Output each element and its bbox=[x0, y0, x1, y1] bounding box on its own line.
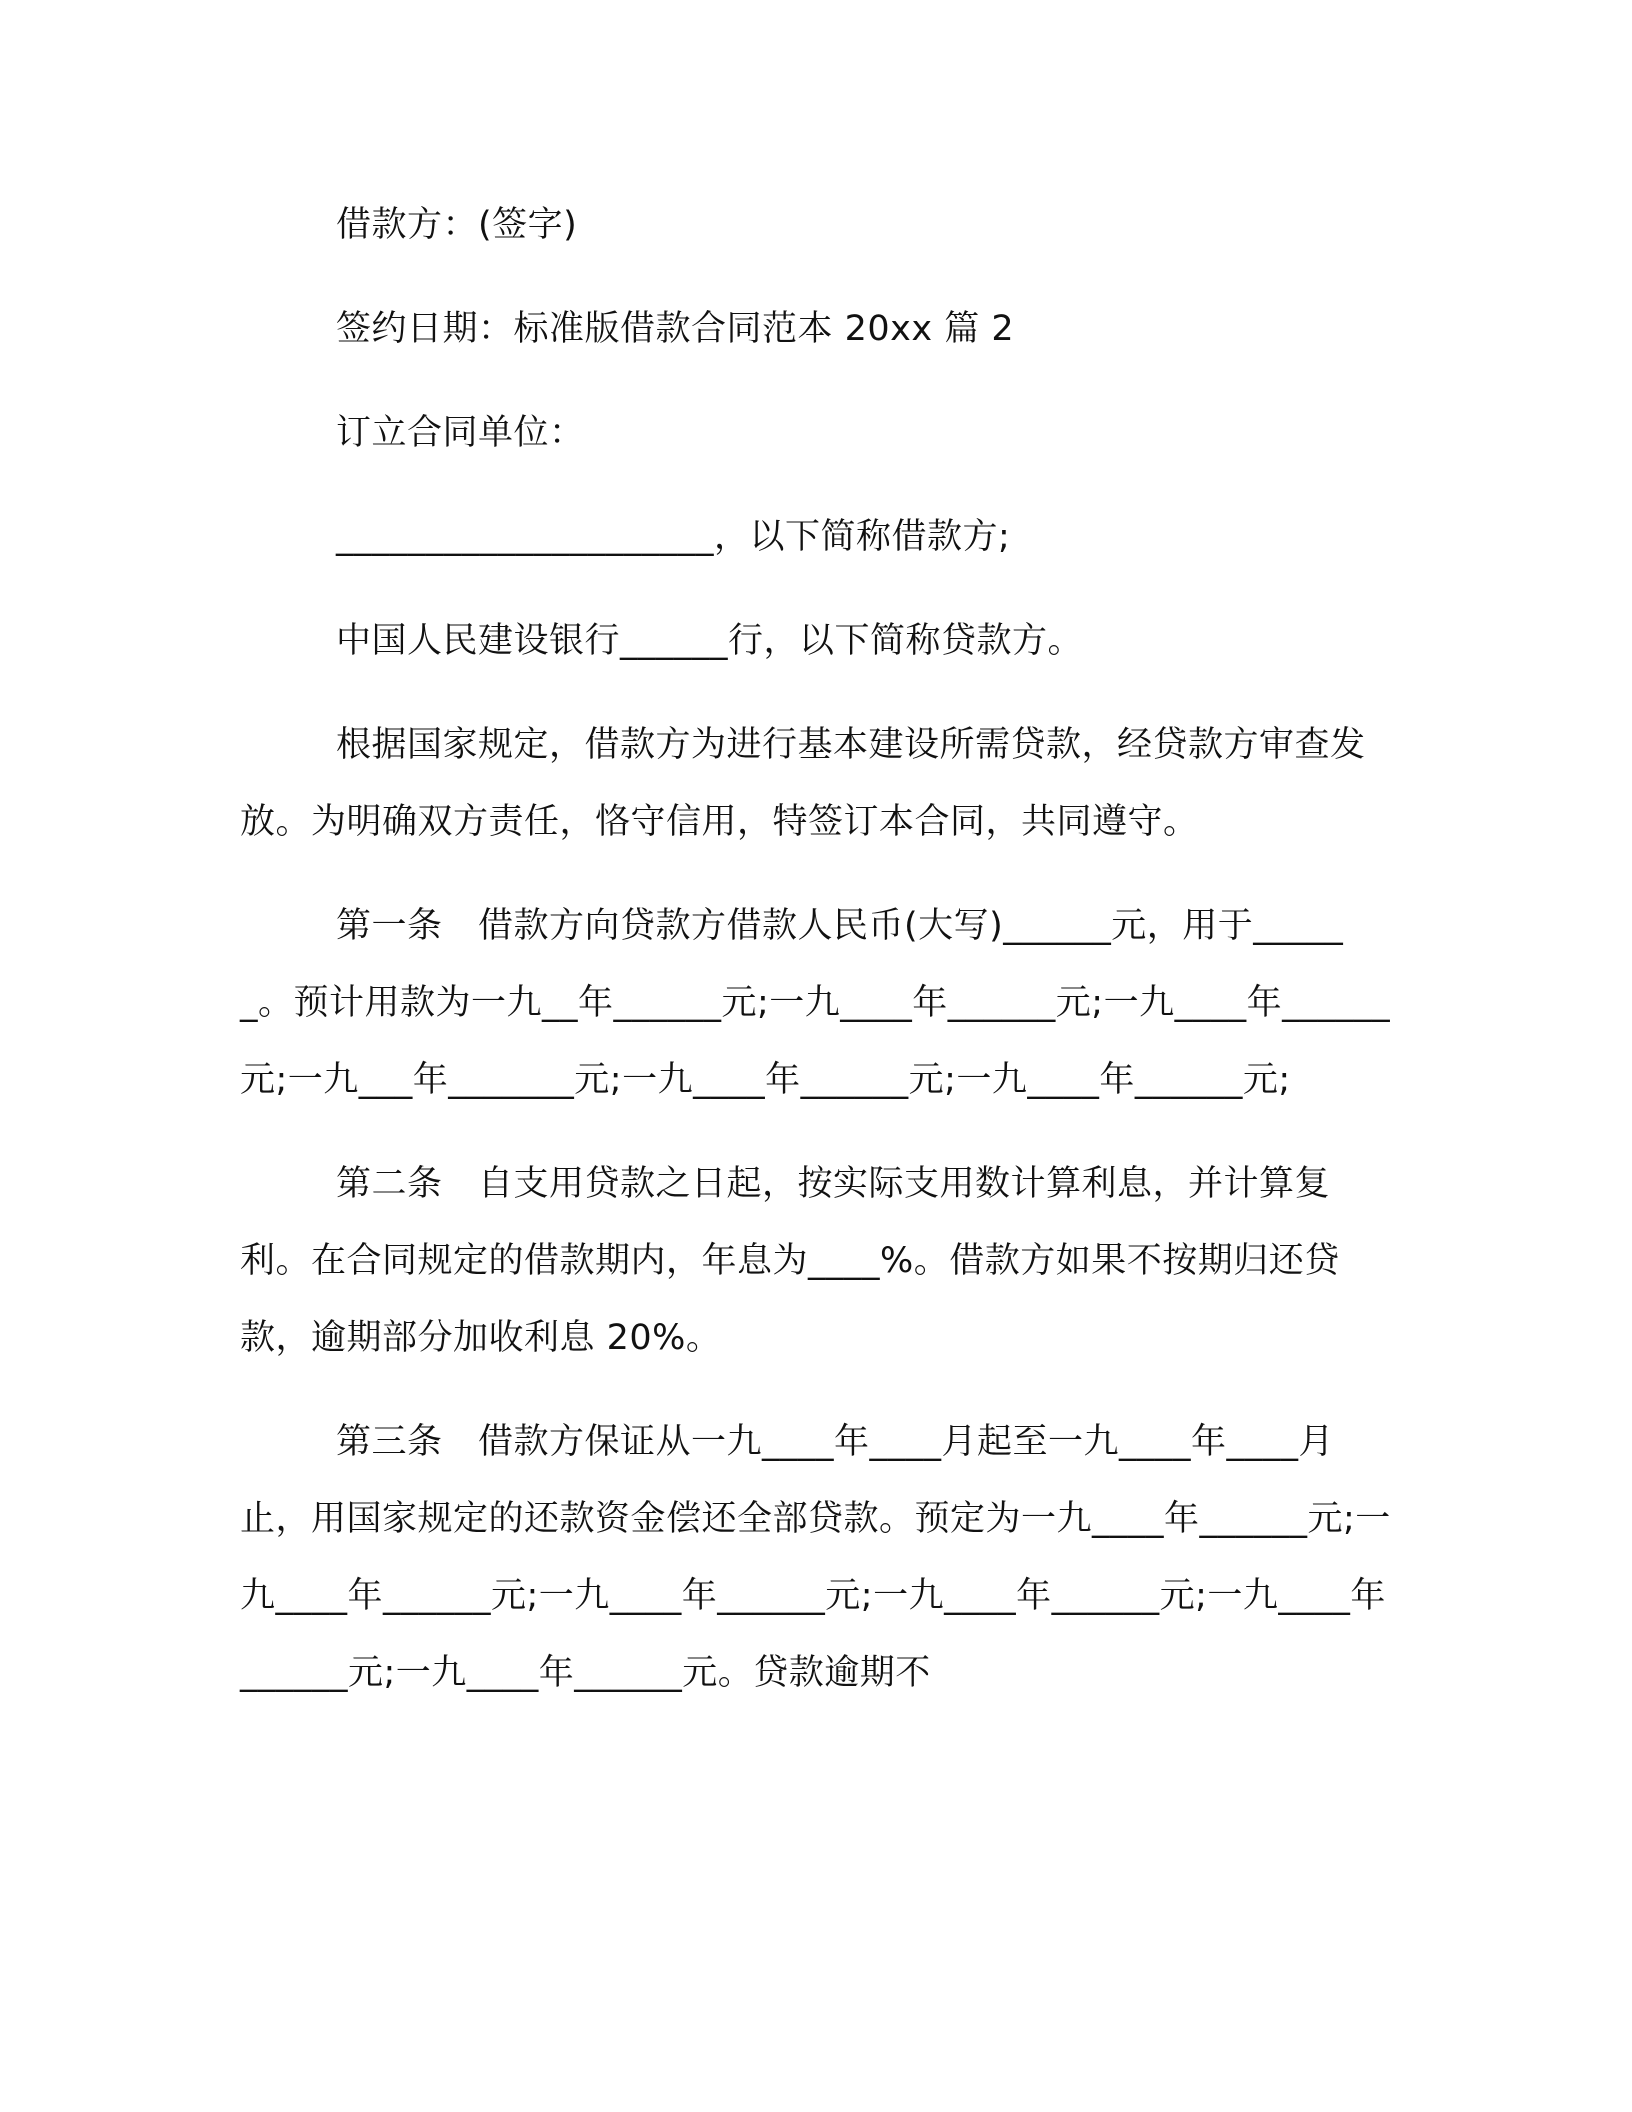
signing-date-line: 签约日期：标准版借款合同范本 20xx 篇 2 bbox=[336, 309, 1015, 349]
article-two-paragraph: 第二条 自支用贷款之日起，按实际支用数计算利息，并计算复利。在合同规定的借款期内，年息为____%。借款方如果不按期归还贷款，逾期部分加收利息 20%。 bbox=[240, 1164, 1340, 1358]
borrower-party-line: _____________________，以下简称借款方; bbox=[336, 517, 1011, 557]
contracting-parties-heading: 订立合同单位： bbox=[336, 413, 585, 453]
lender-party-line: 中国人民建设银行______行，以下简称贷款方。 bbox=[336, 621, 1084, 661]
article-one-paragraph: 第一条 借款方向贷款方借款人民币(大写)______元，用于______。预计用款为一九__年______元;一九____年______元;一九____年______元;一九___年_______元;一九____年______元;一九____年______元; bbox=[240, 906, 1391, 1100]
preamble-paragraph: 根据国家规定，借款方为进行基本建设所需贷款，经贷款方审查发放。为明确双方责任，恪守信用，特签订本合同，共同遵守。 bbox=[240, 725, 1366, 842]
article-three-paragraph: 第三条 借款方保证从一九____年____月起至一九____年____月止，用国家规定的还款资金偿还全部贷款。预定为一九____年______元;一九____年______元;一九____年______元;一九____年______元;一九____年______元;一九____年______元。贷款逾期不 bbox=[240, 1422, 1391, 1693]
borrower-signature-line: 借款方：(签字) bbox=[336, 205, 578, 245]
document-body bbox=[240, 187, 1392, 1712]
